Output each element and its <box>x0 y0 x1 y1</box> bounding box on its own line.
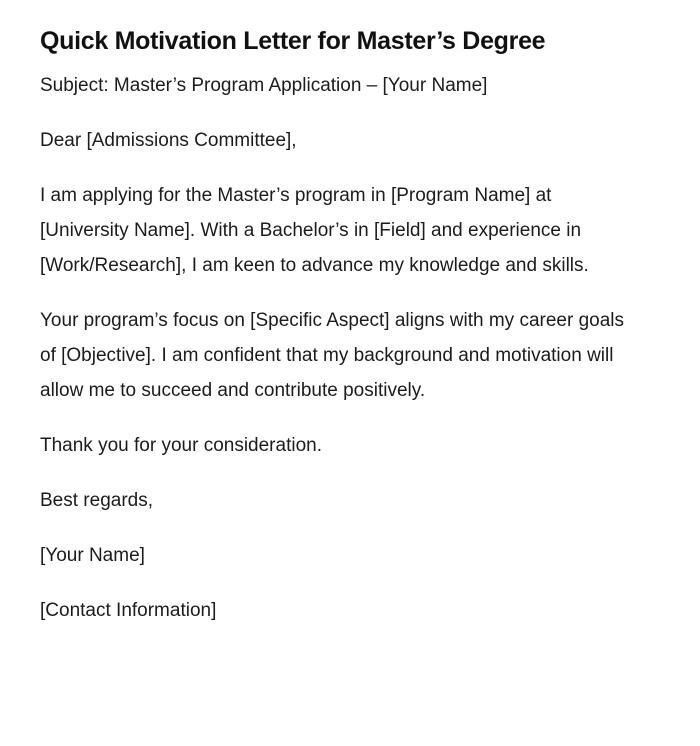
document-title: Quick Motivation Letter for Master’s Degree <box>40 27 546 55</box>
body-paragraph-thanks: Thank you for your consideration. <box>40 435 322 456</box>
body-paragraph-goals: Your program’s focus on [Specific Aspect] aligns with my career goals of [Objective]. I am confident that my background and motivation will allow me to succeed and contribute positively. <box>40 310 625 401</box>
signature-name: [Your Name] <box>40 545 145 566</box>
salutation: Dear [Admissions Committee], <box>40 130 297 151</box>
contact-information: [Contact Information] <box>40 600 217 621</box>
subject-line: Subject: Master’s Program Application – [Your Name] <box>40 75 488 96</box>
letter-document <box>40 24 640 648</box>
closing-line: Best regards, <box>40 490 153 511</box>
body-paragraph-intro: I am applying for the Master’s program in [Program Name] at [University Name]. With a Bachelor’s in [Field] and experience in [Work/Research], I am keen to advance my knowledge and skills. <box>40 185 589 276</box>
